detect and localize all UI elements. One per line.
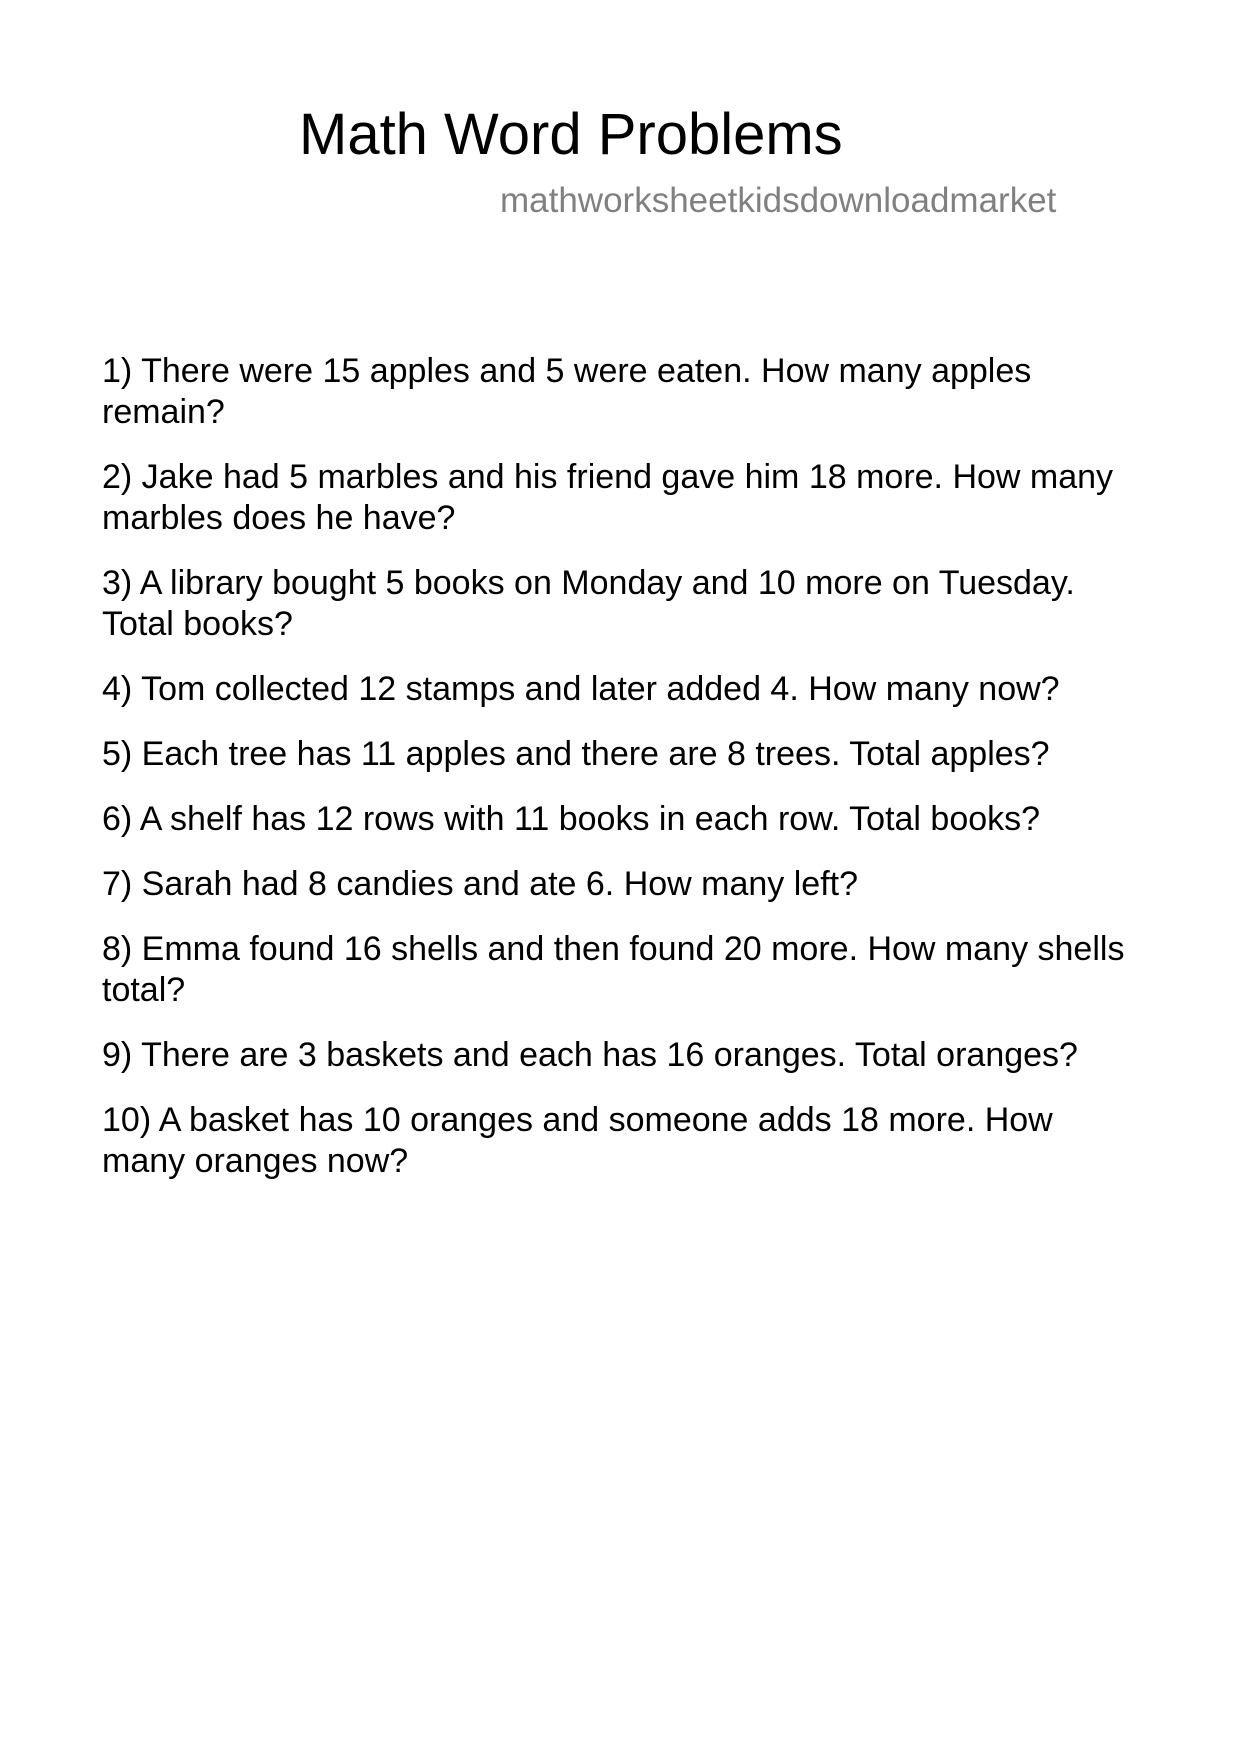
problem-item-8: 8) Emma found 16 shells and then found 20 more. How many shells total? [102, 930, 1125, 1009]
problem-item-9: 9) There are 3 baskets and each has 16 oranges. Total oranges? [102, 1036, 1078, 1074]
problem-item-2: 2) Jake had 5 marbles and his friend gave him 18 more. How many marbles does he have? [102, 458, 1114, 537]
page-title: Math Word Problems [299, 102, 843, 167]
problem-item-7: 7) Sarah had 8 candies and ate 6. How many left? [102, 865, 859, 903]
problem-item-1: 1) There were 15 apples and 5 were eaten. How many apples remain? [102, 352, 1032, 431]
problem-item-6: 6) A shelf has 12 rows with 11 books in each row. Total books? [102, 800, 1041, 838]
problem-item-5: 5) Each tree has 11 apples and there are 8 trees. Total apples? [102, 735, 1050, 773]
problem-item-10: 10) A basket has 10 oranges and someone adds 18 more. How many oranges now? [102, 1101, 1053, 1180]
problem-item-3: 3) A library bought 5 books on Monday and 10 more on Tuesday. Total books? [102, 564, 1075, 643]
problem-item-4: 4) Tom collected 12 stamps and later added 4. How many now? [102, 670, 1060, 708]
source-watermark: mathworksheetkidsdownloadmarket [500, 181, 1057, 220]
problem-list [102, 351, 1130, 1206]
